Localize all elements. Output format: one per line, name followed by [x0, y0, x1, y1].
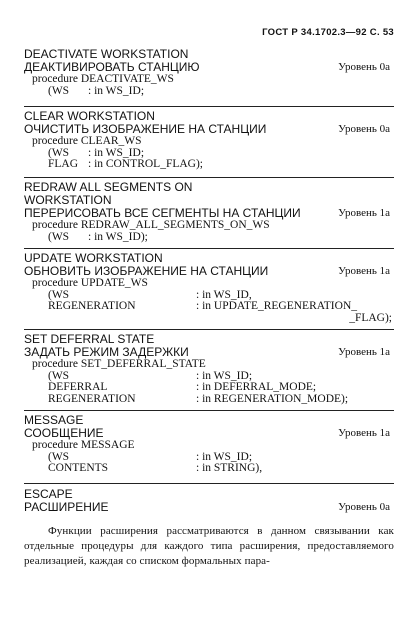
procedure-line: procedure SET_DEFERRAL_STATE — [32, 358, 206, 370]
param-row — [48, 382, 394, 394]
param-list — [24, 290, 394, 325]
title-ru-text: РАСШИРЕНИЕ — [24, 500, 109, 514]
section-divider — [24, 177, 394, 178]
section-divider — [24, 248, 394, 249]
level-label: Уровень 1а — [338, 427, 390, 439]
title-ru-text: ОЧИСТИТЬ ИЗОБРАЖЕНИЕ НА СТАНЦИИ — [24, 122, 267, 136]
param-list — [24, 148, 394, 171]
title-ru-text: ДЕАКТИВИРОВАТЬ СТАНЦИЮ — [24, 60, 200, 74]
procedure-line: procedure UPDATE_WS — [32, 277, 148, 289]
level-label: Уровень 0а — [338, 123, 390, 135]
param-name: REGENERATION — [48, 300, 136, 312]
param-name: (WS — [48, 288, 70, 301]
section-title-en-cont: WORKSTATION — [24, 193, 112, 207]
level-label: Уровень 1а — [338, 346, 390, 358]
param-row — [48, 463, 394, 475]
section-title-en: MESSAGE — [24, 413, 84, 427]
param-type-cont: _FLAG); — [349, 311, 392, 324]
param-type: : in WS_ID; — [196, 450, 253, 463]
param-list — [24, 86, 394, 98]
param-type: : in WS_ID; — [88, 146, 145, 159]
param-type: : in STRING), — [196, 462, 263, 474]
section-escape — [24, 488, 394, 514]
section-set-deferral-state — [24, 333, 394, 405]
paragraph-text: Функции расширения рассматриваются в данном связывании как отдельные процедуры для каждого типа расширения, предоставляемого реализацией, каждая со списком формальных пара- — [24, 525, 394, 567]
param-row — [48, 232, 394, 244]
section-title-en: DEACTIVATE WORKSTATION — [24, 47, 189, 61]
param-name: DEFERRAL — [48, 381, 108, 393]
body-paragraph — [24, 524, 394, 569]
title-ru-text: ПЕРЕРИСОВАТЬ ВСЕ СЕГМЕНТЫ НА СТАНЦИИ — [24, 206, 301, 220]
section-divider — [24, 410, 394, 411]
param-list — [24, 452, 394, 475]
level-label: Уровень 0а — [338, 501, 390, 513]
section-update-workstation — [24, 252, 394, 324]
param-type: : in WS_ID, — [196, 288, 252, 301]
param-type: : in WS_ID); — [88, 230, 148, 243]
param-name: (WS — [48, 84, 70, 97]
param-row — [48, 86, 394, 98]
param-type: : in WS_ID; — [88, 84, 145, 97]
param-list — [24, 371, 394, 406]
section-divider — [24, 106, 394, 107]
param-type: : in UPDATE_REGENERATION_ — [196, 300, 357, 312]
param-name: (WS — [48, 230, 70, 243]
section-deactivate-workstation — [24, 48, 394, 97]
section-divider — [24, 329, 394, 330]
procedure-line: procedure MESSAGE — [32, 439, 135, 451]
section-title-en: ESCAPE — [24, 487, 73, 501]
page-header: ГОСТ Р 34.1702.3—92 С. 53 — [262, 27, 394, 38]
procedure-line: procedure DEACTIVATE_WS — [32, 73, 174, 85]
title-ru-text: ЗАДАТЬ РЕЖИМ ЗАДЕРЖКИ — [24, 345, 189, 359]
param-name: FLAG — [48, 158, 79, 170]
param-name: REGENERATION — [48, 392, 136, 405]
section-title-en: SET DEFERRAL STATE — [24, 332, 155, 346]
section-divider — [24, 483, 394, 484]
section-title-en: UPDATE WORKSTATION — [24, 251, 163, 265]
param-row — [48, 394, 394, 406]
level-label: Уровень 1а — [338, 207, 390, 219]
param-continuation — [48, 313, 394, 325]
section-message — [24, 414, 394, 475]
param-row — [48, 159, 394, 171]
param-name: (WS — [48, 146, 70, 159]
procedure-line: procedure REDRAW_ALL_SEGMENTS_ON_WS — [32, 219, 270, 231]
param-name: (WS — [48, 450, 70, 463]
section-title-ru — [24, 501, 394, 514]
section-clear-workstation — [24, 110, 394, 171]
title-ru-text: СООБЩЕНИЕ — [24, 426, 104, 440]
title-ru-text: ОБНОВИТЬ ИЗОБРАЖЕНИЕ НА СТАНЦИИ — [24, 264, 269, 278]
param-name: (WS — [48, 369, 70, 382]
param-list — [24, 232, 394, 244]
param-type: : in WS_ID; — [196, 369, 253, 382]
section-title-en: REDRAW ALL SEGMENTS ON — [24, 180, 193, 194]
param-type: : in DEFERRAL_MODE; — [196, 381, 317, 393]
procedure-line: procedure CLEAR_WS — [32, 135, 142, 147]
level-label: Уровень 0а — [338, 61, 390, 73]
param-row — [48, 301, 394, 313]
level-label: Уровень 1а — [338, 265, 390, 277]
param-type: : in REGENERATION_MODE); — [196, 392, 349, 405]
section-redraw-all-segments — [24, 181, 394, 243]
param-type: : in CONTROL_FLAG); — [88, 158, 203, 170]
section-title-en: CLEAR WORKSTATION — [24, 109, 155, 123]
param-name: CONTENTS — [48, 462, 109, 474]
